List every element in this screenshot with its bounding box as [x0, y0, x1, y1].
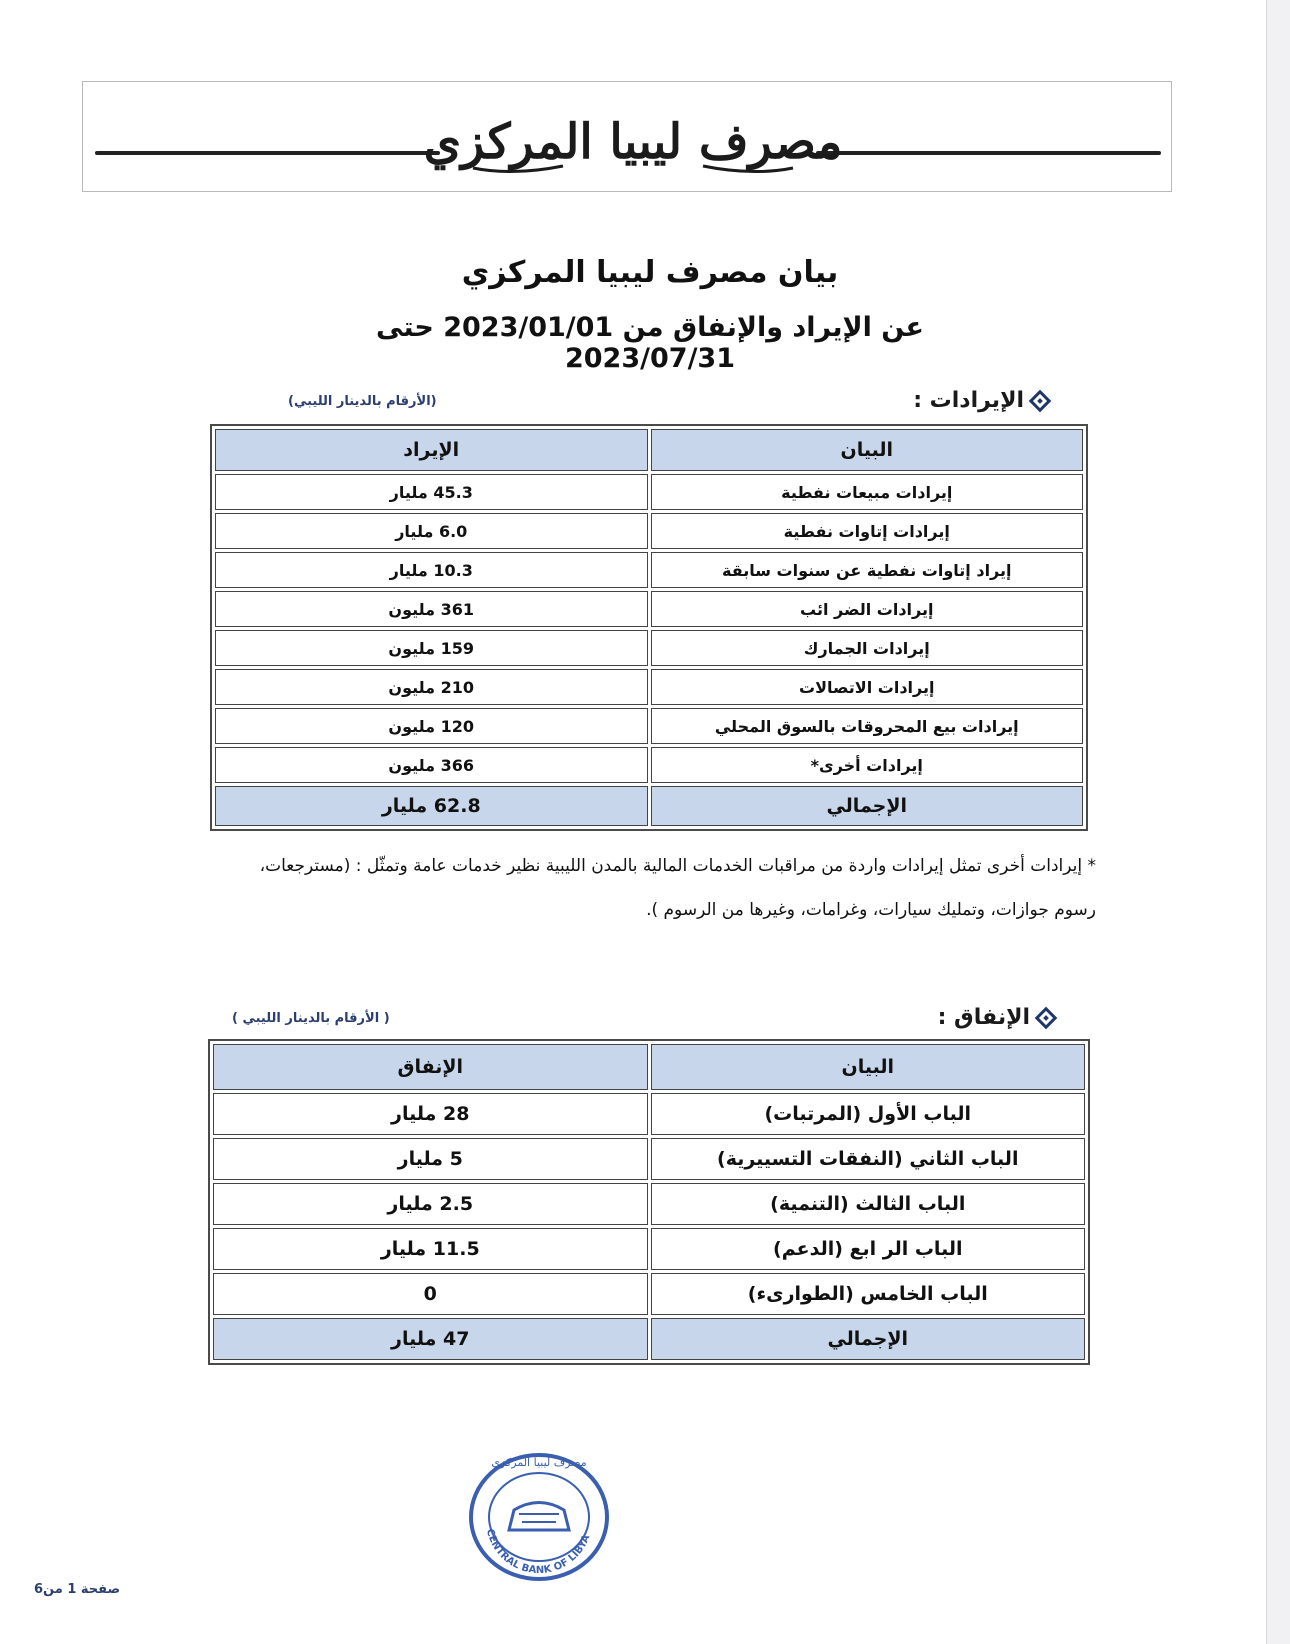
row-value: 120 مليون [215, 708, 648, 744]
footnote-line: رسوم جوازات، وتمليك سيارات، وغرامات، وغيرها من الرسوم ). [646, 900, 1096, 920]
row-item: إيرادات الاتصالات [651, 669, 1084, 705]
svg-text:مصرف ليبيا المركزي: مصرف ليبيا المركزي [423, 114, 843, 170]
row-value: 361 مليون [215, 591, 648, 627]
column-header-value: الإيراد [215, 429, 648, 471]
column-header-item: البيان [651, 1044, 1086, 1090]
row-value: 45.3 مليار [215, 474, 648, 510]
svg-text:CENTRAL BANK OF LIBYA: CENTRAL BANK OF LIBYA [483, 1527, 593, 1577]
row-value: 2.5 مليار [213, 1183, 648, 1225]
table-row [215, 591, 1083, 627]
table-total-row [215, 786, 1083, 826]
row-item: إيرادات بيع المحروقات بالسوق المحلي [651, 708, 1084, 744]
table-row [213, 1228, 1085, 1270]
document-title: بيان مصرف ليبيا المركزي [461, 255, 839, 290]
revenue-heading-label: الإيرادات : [913, 388, 1024, 413]
table-row [213, 1093, 1085, 1135]
row-item: الباب الثالث (التنمية) [651, 1183, 1086, 1225]
diamond-bullet-icon [1029, 389, 1052, 412]
row-value: 159 مليون [215, 630, 648, 666]
row-item: إيرادات مبيعات نفطية [651, 474, 1084, 510]
diamond-bullet-icon [1035, 1006, 1058, 1029]
table-row [215, 474, 1083, 510]
row-value: 6.0 مليار [215, 513, 648, 549]
expenditure-heading-label: الإنفاق : [937, 1005, 1030, 1030]
revenue-footnote [216, 844, 1096, 932]
revenue-table [210, 424, 1088, 831]
row-value: 11.5 مليار [213, 1228, 648, 1270]
table-header-row [213, 1044, 1085, 1090]
table-row [213, 1138, 1085, 1180]
row-item: الباب الأول (المرتبات) [651, 1093, 1086, 1135]
row-item: إيرادات الجمارك [651, 630, 1084, 666]
row-item: الباب الثاني (النفقات التسييرية) [651, 1138, 1086, 1180]
column-header-item: البيان [651, 429, 1084, 471]
row-item: إيرادات إتاوات نفطية [651, 513, 1084, 549]
revenue-heading [913, 388, 1048, 413]
row-value: 366 مليون [215, 747, 648, 783]
table-row [215, 669, 1083, 705]
row-value: 210 مليون [215, 669, 648, 705]
row-item: إيرادات الضر ائب [651, 591, 1084, 627]
revenue-unit-note: (الأرقام بالدينار الليبي) [288, 394, 437, 409]
letterhead-rule-left [95, 151, 440, 155]
bank-calligraphy-logo [423, 96, 843, 184]
table-row [213, 1273, 1085, 1315]
row-value: 28 مليار [213, 1093, 648, 1135]
table-row [215, 630, 1083, 666]
svg-text:مصرف ليبيا المركزي: مصرف ليبيا المركزي [491, 1456, 587, 1469]
total-label: الإجمالي [651, 1318, 1086, 1360]
table-row [215, 708, 1083, 744]
table-header-row [215, 429, 1083, 471]
row-value: 0 [213, 1273, 648, 1315]
total-label: الإجمالي [651, 786, 1084, 826]
row-item: إيراد إتاوات نفطية عن سنوات سابقة [651, 552, 1084, 588]
row-value: 5 مليار [213, 1138, 648, 1180]
total-value: 62.8 مليار [215, 786, 648, 826]
row-item: الباب الر ابع (الدعم) [651, 1228, 1086, 1270]
expenditure-unit-note: ( الأرقام بالدينار الليبي ) [232, 1011, 390, 1026]
central-bank-seal-stamp [464, 1450, 614, 1585]
table-row [215, 552, 1083, 588]
table-row [213, 1183, 1085, 1225]
table-row [215, 513, 1083, 549]
row-item: إيرادات أخرى* [651, 747, 1084, 783]
letterhead-banner [82, 81, 1172, 192]
expenditure-table [208, 1039, 1090, 1365]
row-value: 10.3 مليار [215, 552, 648, 588]
footnote-line: * إيرادات أخرى تمثل إيرادات واردة من مراقبات الخدمات المالية بالمدن الليبية نظير خدمات عامة وتمثّل : (مسترجعات، [259, 856, 1096, 876]
total-value: 47 مليار [213, 1318, 648, 1360]
row-item: الباب الخامس (الطوارىء) [651, 1273, 1086, 1315]
expenditure-heading [938, 1005, 1054, 1030]
table-total-row [213, 1318, 1085, 1360]
page-number: صفحة 1 من6 [34, 1582, 121, 1597]
column-header-value: الإنفاق [213, 1044, 648, 1090]
document-subtitle: عن الإيراد والإنفاق من 2023/01/01 حتى 2023/07/31 [376, 312, 924, 374]
table-row [215, 747, 1083, 783]
letterhead-rule-right [816, 151, 1161, 155]
